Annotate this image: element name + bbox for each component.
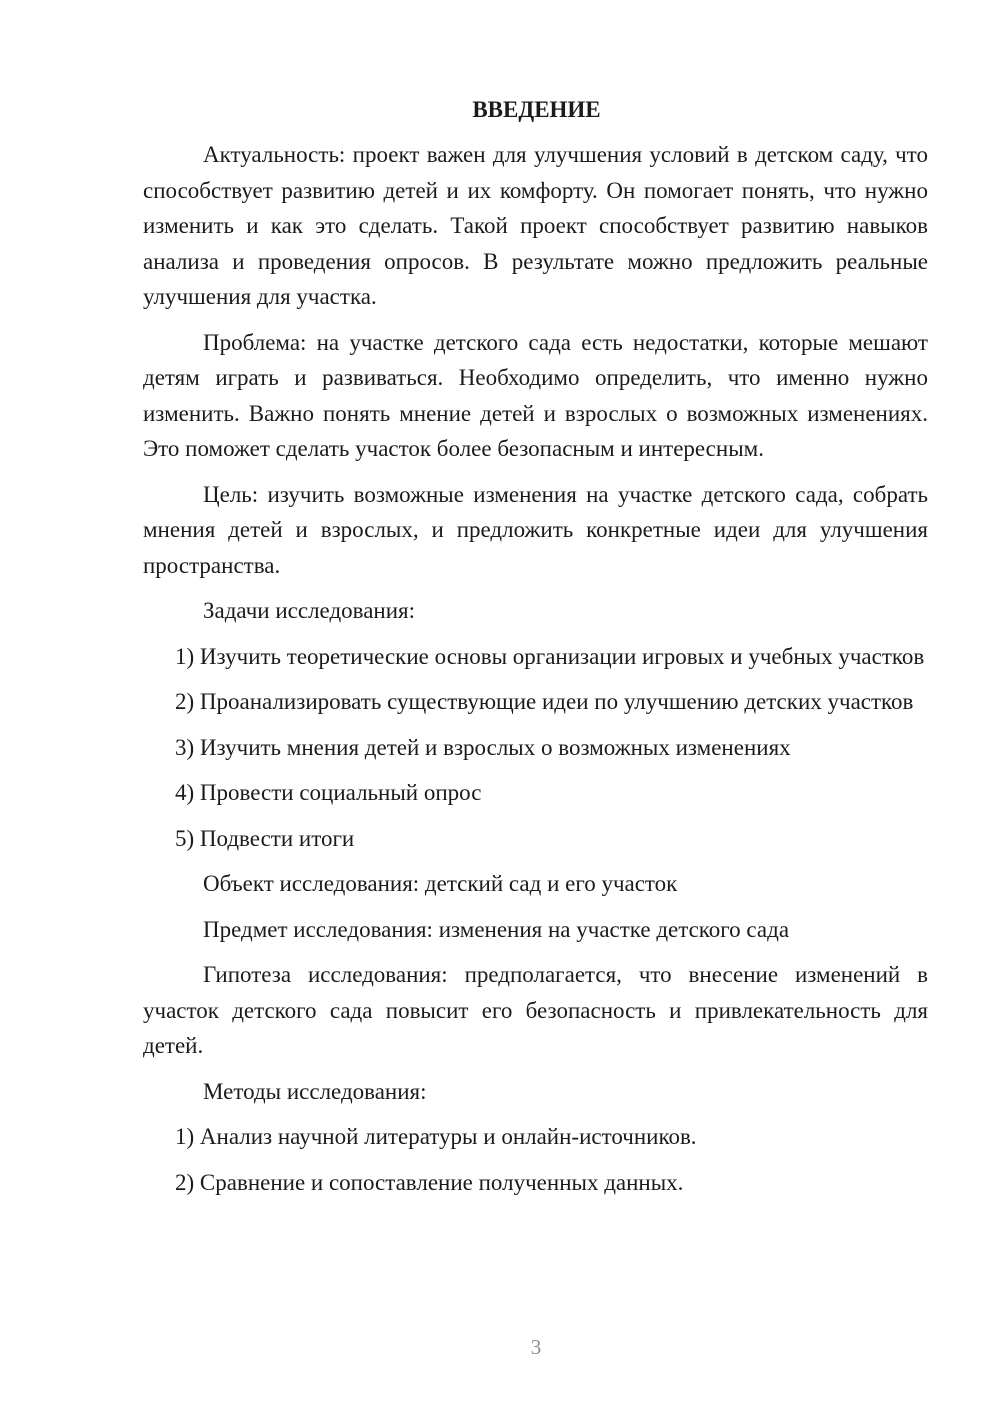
goal-paragraph: Цель: изучить возможные изменения на участке детского сада, собрать мнения детей и взрослых, и предложить конкретные идеи для улучшения пространства. — [143, 481, 928, 578]
hypothesis-paragraph: Гипотеза исследования: предполагается, что внесение изменений в участок детского сада повысит его безопасность и привлекательность для детей. — [143, 962, 928, 1058]
subject-paragraph: Предмет исследования: изменения на участке детского сада — [203, 916, 790, 942]
page-number: 3 — [530, 1335, 542, 1359]
page-content — [143, 92, 928, 1210]
problem-paragraph: Проблема: на участке детского сада есть недостатки, которые мешают детям играть и развиваться. Необходимо определить, что именно нужно изменить. Важно понять мнение детей и взрослых о возможных изменениях. Это поможет сделать участок более безопасным и интересным. — [143, 329, 928, 461]
task-item-3: 3) Изучить мнения детей и взрослых о возможных изменениях — [175, 734, 791, 760]
task-item-4: 4) Провести социальный опрос — [175, 780, 482, 805]
relevance-paragraph: Актуальность: проект важен для улучшения условий в детском саду, что способствует развитию детей и их комфорту. Он помогает понять, что нужно изменить и как это сделать. Такой проект способствует развитию навыков анализа и проведения опросов. В результате можно предложить реальные улучшения для участка. — [143, 142, 928, 309]
method-item-1: 1) Анализ научной литературы и онлайн-источников. — [175, 1124, 697, 1149]
object-paragraph: Объект исследования: детский сад и его участок — [203, 871, 678, 896]
task-item-2: 2) Проанализировать существующие идеи по улучшению детских участков — [175, 689, 914, 714]
method-item-2: 2) Сравнение и сопоставление полученных данных. — [175, 1169, 684, 1195]
task-item-1: 1) Изучить теоретические основы организации игровых и учебных участков — [175, 643, 925, 669]
task-item-5: 5) Подвести итоги — [175, 825, 355, 851]
section-heading: ВВЕДЕНИЕ — [472, 97, 601, 122]
methods-title: Методы исследования: — [203, 1078, 427, 1104]
tasks-title: Задачи исследования: — [203, 598, 416, 623]
